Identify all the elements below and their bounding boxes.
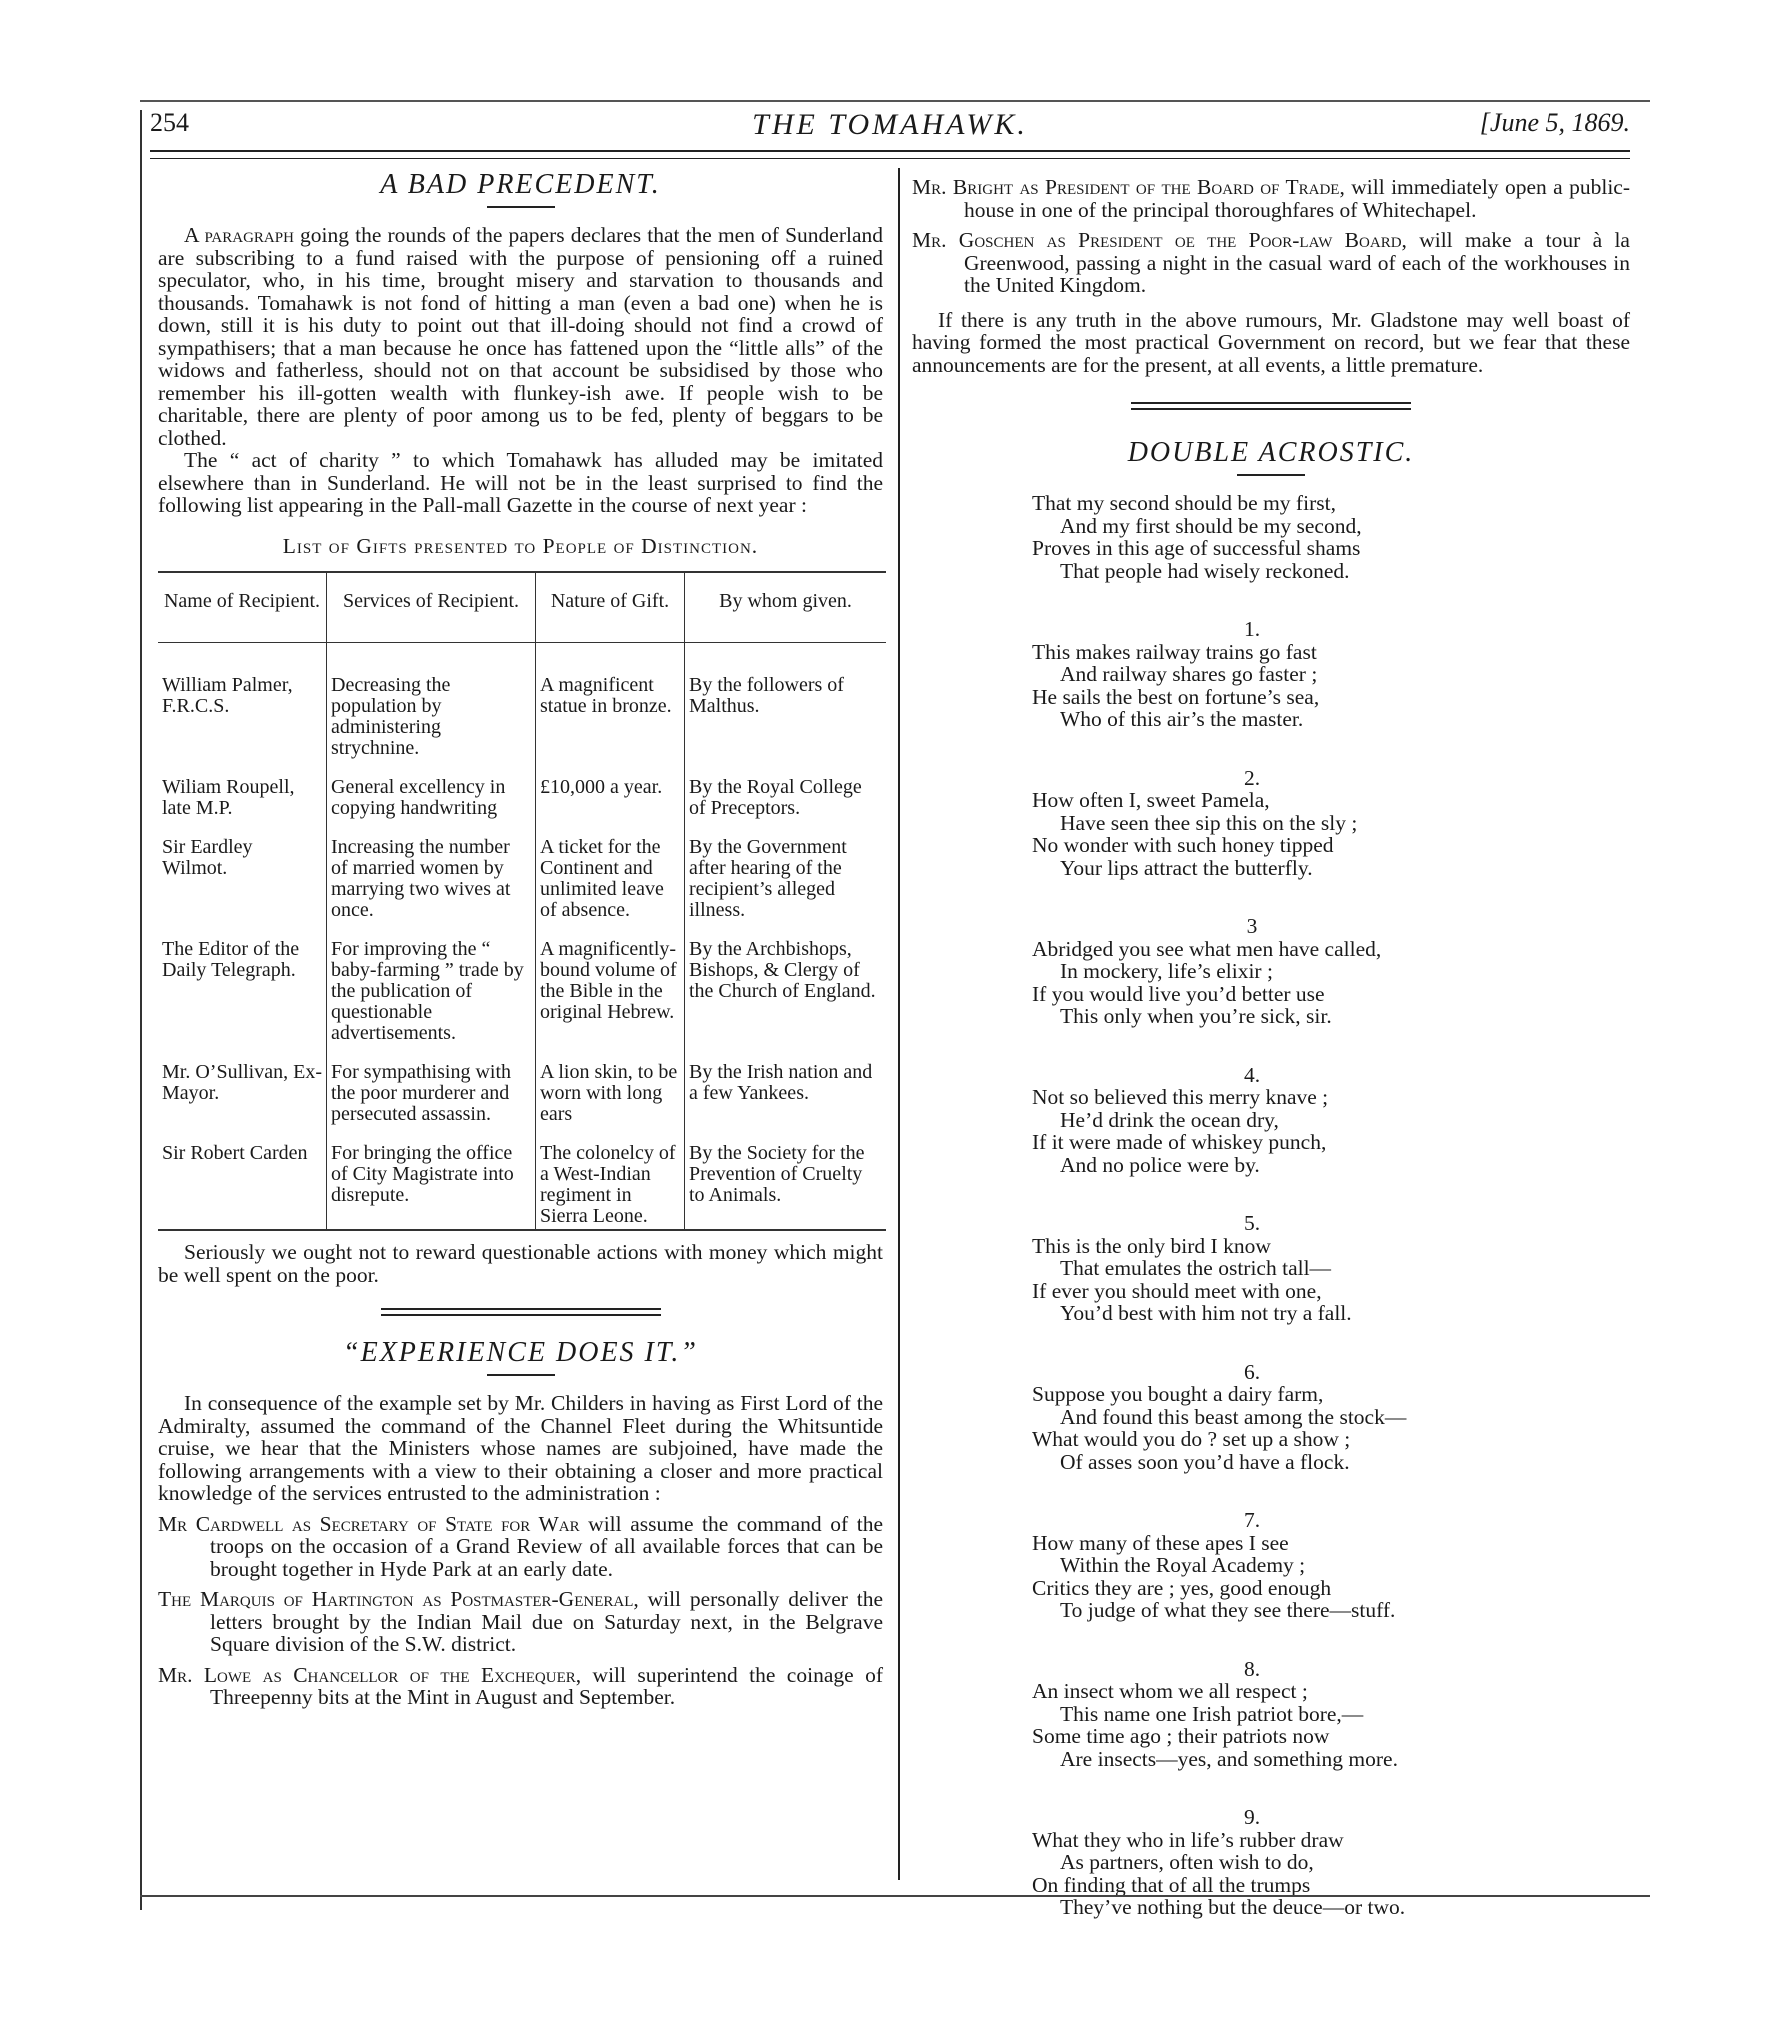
minister-name: Mr. Bright as President of the Board of Trade, (912, 175, 1345, 199)
column-header: Services of Recipient. (327, 572, 536, 643)
poem-line: This name one Irish patriot bore,— (1060, 1701, 1364, 1726)
table-cell: A ticket for the Continent and unlimited leave of absence. (536, 821, 685, 923)
table-row (158, 821, 886, 923)
header-rule-thin (150, 158, 1630, 159)
table-cell: Increasing the number of married women by marrying two wives at once. (327, 821, 536, 923)
title-rule (1237, 474, 1305, 476)
poem-line: Suppose you bought a dairy farm, (1032, 1382, 1324, 1406)
poem-line: On finding that of all the trumps (1032, 1872, 1311, 1897)
minister-duty: will superintend the coinage of Threepenny bits at the Mint in August and September. (210, 1662, 883, 1709)
poem-line: They’ve nothing but the deuce—or two. (1060, 1895, 1406, 1919)
minister-item (158, 1588, 883, 1656)
table-cell: Wiliam Roupell, late M.P. (158, 761, 327, 821)
column-header: Name of Recipient. (158, 572, 327, 643)
table-cell: William Palmer, F.R.C.S. (158, 643, 327, 762)
title-rule (487, 206, 555, 208)
stanza-number: 5. (1243, 1211, 1261, 1235)
poem-line: This makes railway trains go fast (1032, 639, 1317, 664)
lead-words: A paragraph (184, 223, 294, 247)
poem-line: That people had wisely reckoned. (1060, 558, 1350, 583)
experience-intro: In consequence of the example set by Mr. Childers in having as First Lord of the Admiralty, assumed the command of the Channel Fleet during the Whitsuntide cruise, we hear that the Ministers whose names are subjoined, have made the following arrangements with a view to their obtaining a closer and more practical knowledge of the services entrusted to the administration : (158, 1391, 883, 1505)
stanza-number: 8. (1243, 1656, 1261, 1681)
minister-duty: will personally deliver the letters brought by the Indian Mail due on Saturday next, in the Belgrave Square division of the S.W. district. (210, 1587, 883, 1656)
table-cell: A magnificently-bound volume of the Bible in the original Hebrew. (536, 923, 685, 1046)
poem-line: Abridged you see what men have called, (1032, 936, 1382, 961)
minister-item (158, 1513, 883, 1581)
left-column (158, 168, 883, 1709)
minister-name: The Marquis of Hartington as Postmaster-General, (158, 1587, 639, 1611)
poem-line: If ever you should meet with one, (1032, 1278, 1322, 1303)
poem-line: He sails the best on fortune’s sea, (1032, 684, 1320, 709)
table-cell: Sir Robert Carden (158, 1127, 327, 1230)
poem-line: This is the only bird I know (1032, 1233, 1271, 1258)
poem-line: How many of these apes I see (1032, 1530, 1289, 1555)
minister-list-part-2 (912, 176, 1630, 297)
stanza-number: 3 (1246, 914, 1258, 938)
table-row (158, 1046, 886, 1127)
table-cell: The colonelcy of a West-Indian regiment in Sierra Leone. (536, 1127, 685, 1230)
poem-line: Of asses soon you’d have a flock. (1060, 1449, 1350, 1474)
table-cell: By the Royal College of Preceptors. (689, 776, 862, 819)
table-cell: By the followers of Malthus. (689, 674, 844, 717)
poem-line: Are insects—yes, and something more. (1060, 1746, 1398, 1771)
poem-line: Some time ago ; their patriots now (1032, 1724, 1330, 1748)
minister-item (912, 176, 1630, 221)
section-double-rule (381, 1308, 661, 1316)
poem-line: Within the Royal Academy ; (1060, 1553, 1306, 1577)
minister-duty: will make a tour à la Greenwood, passing a night in the casual ward of each of the workhouses in the United Kingdom. (964, 228, 1630, 297)
table-cell: By the Society for the Prevention of Cruelty to Animals. (689, 1142, 865, 1206)
poem-stanza (1032, 1806, 1630, 1919)
table-cell: A magnificent statue in bronze. (536, 643, 685, 762)
table-bottom-rule (158, 1230, 886, 1237)
title-rule (487, 1374, 555, 1376)
column-header: By whom given. (685, 572, 887, 643)
left-margin-rule (140, 110, 142, 1910)
poem-stanza (1032, 1361, 1630, 1474)
poem-line: As partners, often wish to do, (1060, 1850, 1314, 1874)
table-body (158, 643, 886, 1231)
poem-line: In mockery, life’s elixir ; (1060, 959, 1273, 983)
stanza-number: 7. (1243, 1508, 1261, 1532)
stanza-number: 2. (1243, 765, 1261, 790)
table-cell: For sympathising with the poor murderer and persecuted assassin. (327, 1046, 536, 1127)
issue-date: [June 5, 1869. (1479, 108, 1630, 137)
gifts-table (158, 571, 886, 1237)
minister-name: Mr Cardwell as Secretary of State for War (158, 1511, 580, 1536)
table-cell: The Editor of the Daily Telegraph. (158, 923, 327, 1046)
poem-line: You’d best with him not try a fall. (1060, 1301, 1352, 1325)
poem-stanza (1032, 1509, 1630, 1622)
article-title-bad-precedent: A BAD PRECEDENT. (380, 169, 661, 200)
masthead: THE TOMAHAWK. (752, 108, 1028, 141)
bottom-rule (140, 1895, 1650, 1897)
poem-line: What they who in life’s rubber draw (1032, 1827, 1344, 1852)
poem-line: That my second should be my first, (1032, 491, 1336, 515)
table-cell: £10,000 a year. (536, 761, 685, 821)
article-title-experience: “EXPERIENCE DOES IT.” (343, 1337, 698, 1368)
header-rule (150, 150, 1630, 152)
table-row (158, 923, 886, 1046)
poem-stanza (1032, 915, 1630, 1028)
page-number: 254 (150, 108, 189, 137)
bad-precedent-paragraph-1 (158, 224, 883, 449)
table-cell: Sir Eardley Wilmot. (158, 821, 327, 923)
article-title-acrostic: DOUBLE ACROSTIC. (1127, 437, 1415, 468)
poem-line: If it were made of whiskey punch, (1032, 1130, 1327, 1154)
minister-item (158, 1664, 883, 1709)
minister-name: Mr. Goschen as President oe the Poor-law Board, (912, 228, 1407, 252)
table-cell: General excellency in copying handwriting (327, 761, 536, 821)
paragraph-text: going the rounds of the papers declares that the men of Sunderland are subscribing to a fund raised with the purpose of pensioning off a ruined speculator, who, in his time, brought misery and starvation to thousands and thousands. Tomahawk is not fond of hitting a man (even a bad one) when he is down, still it is his duty to point out that ill-doing should not find a crowd of sympathisers; that a man because he once has fattened upon the “little alls” of the widows and fatherless, should not on that account be subsidised by those who remember his ill-gotten wealth with flunkey-ish awe. If people wish to be charitable, there are plenty of poor among us to be fed, plenty of beggars to be clothed. (158, 223, 883, 450)
page-header (150, 108, 1630, 152)
poem-line: Have seen thee sip this on the sly ; (1060, 810, 1358, 835)
poem-line: An insect whom we all respect ; (1032, 1679, 1308, 1703)
poem-line: What would you do ? set up a show ; (1032, 1427, 1351, 1451)
minister-item (912, 229, 1630, 297)
table-cell: By the Government after hearing of the recipient’s alleged illness. (689, 836, 847, 921)
poem-line: Proves in this age of successful shams (1032, 536, 1361, 560)
table-cell: For bringing the office of City Magistrate into disrepute. (327, 1127, 536, 1230)
poem-line: If you would live you’d better use (1032, 981, 1325, 1006)
poem-line: No wonder with such honey tipped (1032, 833, 1334, 857)
poem-line: How often I, sweet Pamela, (1032, 788, 1270, 812)
table-row (158, 643, 886, 762)
poem-stanza (1032, 1658, 1630, 1771)
stanza-number: 1. (1243, 617, 1261, 641)
poem-line: He’d drink the ocean dry, (1060, 1107, 1279, 1132)
poem-line: And found this beast among the stock— (1060, 1404, 1407, 1429)
poem-line: Not so believed this merry knave ; (1032, 1085, 1329, 1109)
table-cell: Decreasing the population by administering strychnine. (327, 643, 536, 762)
column-header: Nature of Gift. (536, 572, 685, 643)
table-row (158, 1127, 886, 1230)
poem-stanza (1032, 1212, 1630, 1325)
stanza-number: 6. (1243, 1359, 1261, 1384)
stanza-number: 9. (1243, 1805, 1261, 1829)
table-cell: By the Archbishops, Bishops, & Clergy of the Church of England. (689, 938, 876, 1002)
poem-stanza (1032, 618, 1630, 731)
poem-stanza (1032, 1064, 1630, 1177)
right-column (912, 168, 1630, 1955)
bad-precedent-paragraph-2: The “ act of charity ” to which Tomahawk has alluded may be imitated elsewhere than in Sunderland. He will not be in the least surprised to find the following list appearing in the Pall-mall Gazette in the course of next year : (158, 448, 883, 517)
poem-line: And no police were by. (1060, 1152, 1260, 1177)
section-double-rule (1131, 402, 1411, 410)
table-cell: For improving the “ baby-farming ” trade by the publication of questionable advertisements. (327, 923, 536, 1046)
table-cell: By the Irish nation and a few Yankees. (689, 1061, 873, 1104)
table-cell: A lion skin, to be worn with long ears (536, 1046, 685, 1127)
poem-line: That emulates the ostrich tall— (1060, 1256, 1332, 1280)
stanza-number: 4. (1243, 1062, 1261, 1087)
top-rule (140, 100, 1650, 102)
experience-conclusion: If there is any truth in the above rumours, Mr. Gladstone may well boast of having formed the most practical Government on record, but we fear that these announcements are for the present, at all events, a little premature. (912, 307, 1630, 377)
minister-name: Mr. Lowe as Chancellor of the Exchequer, (158, 1662, 582, 1687)
poem-line: And my first should be my second, (1060, 513, 1362, 538)
table-cell: Mr. O’Sullivan, Ex-Mayor. (158, 1046, 327, 1127)
table-row (158, 761, 886, 821)
poem-line: And railway shares go faster ; (1060, 662, 1318, 686)
poem-stanza (1032, 492, 1630, 582)
bad-precedent-paragraph-3: Seriously we ought not to reward questionable actions with money which might be well spent on the poor. (158, 1240, 883, 1287)
column-divider (898, 168, 900, 1880)
minister-list-part-1 (158, 1513, 883, 1709)
minister-duty: will immediately open a public-house in one of the principal thoroughfares of Whitechapel. (964, 175, 1630, 222)
poem-stanza (1032, 767, 1630, 880)
poem-line: This only when you’re sick, sir. (1060, 1004, 1332, 1028)
poem-line: Your lips attract the butterfly. (1060, 855, 1313, 880)
minister-duty: will assume the command of the troops on the occasion of a Grand Review of all available forces that can be brought together in Hyde Park at an early date. (210, 1511, 884, 1581)
acrostic-poem (1032, 492, 1630, 1919)
poem-line: Critics they are ; yes, good enough (1032, 1575, 1332, 1600)
table-header-row (158, 572, 886, 643)
poem-line: To judge of what they see there—stuff. (1060, 1598, 1396, 1622)
poem-line: Who of this air’s the master. (1060, 707, 1304, 731)
gift-list-title: List of Gifts presented to People of Distinction. (282, 533, 759, 558)
